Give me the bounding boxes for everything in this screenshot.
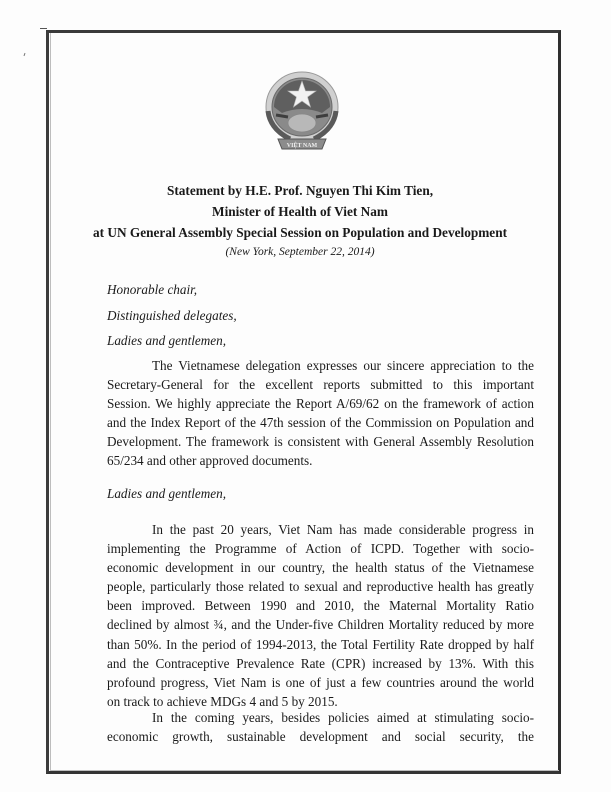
text-line: been improved. Between 1990 and 2010, the Maternal Mortality Ratio xyxy=(107,598,534,614)
text-line: on track to achieve MDGs 4 and 5 by 2015. xyxy=(107,693,338,709)
national-emblem-icon xyxy=(260,67,344,163)
scan-mark xyxy=(40,28,47,29)
salutation-line: Distinguished delegates, xyxy=(107,307,237,323)
text-line: and the Contraceptive Prevalence Rate (CPR) increased by 13%. With this xyxy=(107,655,534,671)
text-line: economic development in our country, the health status of the Vietnamese xyxy=(107,560,534,576)
text-line: Development. The framework is consistent with General Assembly Resolution xyxy=(107,434,534,450)
paragraph-coming-years xyxy=(107,708,534,746)
text-line: people, particularly those related to sexual and reproductive health has greatly xyxy=(107,579,534,595)
salutation-block xyxy=(107,277,534,354)
title-location-date: (New York, September 22, 2014) xyxy=(225,246,375,258)
title-line-position: Minister of Health of Viet Nam xyxy=(212,204,388,219)
text-line: declined by almost ¾, and the Under-five Children Mortality reduced by more xyxy=(107,617,534,633)
statement-title xyxy=(60,180,540,261)
text-line: Secretary-General for the excellent reports submitted to this important xyxy=(107,377,534,393)
text-line: 65/234 and other approved documents. xyxy=(107,453,313,469)
text-line: profound progress, Viet Nam is one of just a few countries around the world xyxy=(107,674,534,690)
text-line: Session. We highly appreciate the Report A/69/62 on the framework of action xyxy=(107,396,534,412)
paragraph-appreciation xyxy=(107,356,534,471)
text-line: implementing the Programme of Action of ICPD. Together with socio- xyxy=(107,541,534,557)
text-line: and the Index Report of the 47th session of the Commission on Population and xyxy=(107,415,534,431)
salutation-repeat: Ladies and gentlemen, xyxy=(107,486,227,501)
salutation-line: Honorable chair, xyxy=(107,282,198,297)
paragraph-progress xyxy=(107,520,534,711)
text-line: economic growth, sustainable development and social security, the xyxy=(107,729,534,745)
text-line: In the past 20 years, Viet Nam has made considerable progress in xyxy=(152,522,534,537)
svg-text:VIỆT NAM: VIỆT NAM xyxy=(286,143,318,149)
title-line-speaker: Statement by H.E. Prof. Nguyen Thi Kim Tien, xyxy=(166,183,434,198)
salutation-line: Ladies and gentlemen, xyxy=(107,333,227,348)
scan-mark xyxy=(24,53,26,56)
title-line-event: at UN General Assembly Special Session on Population and Development xyxy=(92,225,508,240)
text-line: The Vietnamese delegation expresses our sincere appreciation to the xyxy=(152,358,534,373)
text-line: than 50%. In the period of 1994-2013, the Total Fertility Rate dropped by half xyxy=(107,636,534,652)
text-line: In the coming years, besides policies aimed at stimulating socio- xyxy=(152,710,534,725)
